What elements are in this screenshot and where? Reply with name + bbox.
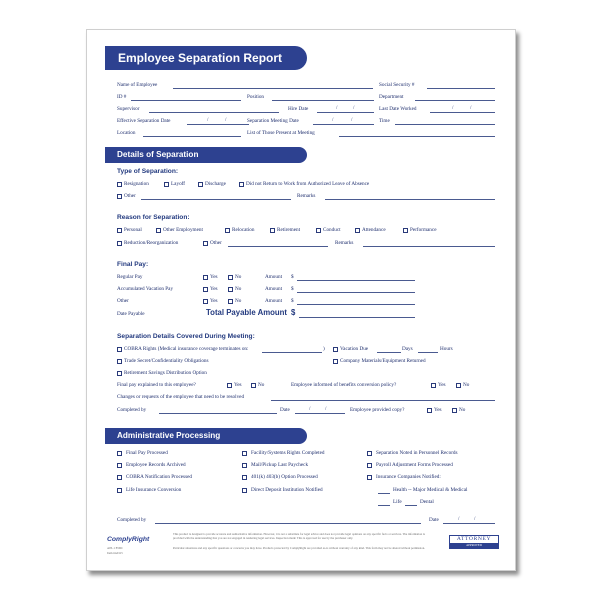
other-pay-yes-label: Yes [210, 298, 218, 304]
location-label: Location [117, 130, 136, 136]
vacation-due-label: Vacation Due [340, 346, 369, 352]
position-label: Position [247, 94, 265, 100]
informed-benefits-label: Employee informed of benefits conversion policy? [291, 382, 397, 388]
footer-disclaimer-2: Particular situations and any specific questions or concerns you may have. Products protected by ComplyRight are provided as-is without warranty of any kind. This form may not be altered without permission. [173, 546, 425, 550]
completed-date-field[interactable] [295, 413, 345, 414]
vacation-pay-yes-checkbox[interactable] [203, 287, 208, 292]
type-other-checkbox[interactable] [117, 194, 122, 199]
total-payable-field[interactable] [299, 317, 415, 318]
type-other-label: Other [124, 193, 136, 199]
reason-other-checkbox[interactable] [203, 241, 208, 246]
other-pay-label: Other [117, 298, 129, 304]
reason-attendance-checkbox[interactable] [355, 228, 360, 233]
informed-benefits-no-label: No [463, 382, 470, 388]
reason-performance-checkbox[interactable] [403, 228, 408, 233]
days-label: Days [402, 346, 413, 352]
vacation-pay-no-checkbox[interactable] [228, 287, 233, 292]
admin-completed-by-field[interactable] [155, 523, 421, 524]
reason-performance-label: Performance [410, 227, 437, 233]
date-payable-label: Date Payable [117, 311, 145, 317]
other-pay-amount-label: Amount [265, 298, 283, 304]
meeting-heading: Separation Details Covered During Meeting: [117, 333, 255, 340]
id-label: ID # [117, 94, 127, 100]
cobra-notification-label: COBRA Notification Processed [126, 474, 192, 480]
ssn-field[interactable] [427, 88, 495, 89]
regular-pay-no-checkbox[interactable] [228, 275, 233, 280]
cobra-checkbox[interactable] [117, 347, 122, 352]
reason-relocation-checkbox[interactable] [225, 228, 230, 233]
other-pay-dollar: $ [291, 298, 294, 304]
company-materials-label: Company Materials/Equipment Returned [340, 358, 426, 364]
list-present-field[interactable] [339, 136, 495, 137]
dental-label: Dental [420, 499, 434, 505]
life-label: Life [393, 499, 402, 505]
attorney-logo-text: ATTORNEY [456, 536, 492, 542]
name-of-employee-label: Name of Employee [117, 82, 158, 88]
insurance-notified-label: Insurance Companies Notified: [376, 474, 441, 480]
changes-requests-label: Changes or requests of the employee that need to be resolved [117, 394, 245, 400]
last-date-slash-2: / [470, 105, 472, 111]
admin-date-slash-1: / [458, 516, 460, 522]
facility-rights-label: Facility/Systems Rights Completed [251, 450, 325, 456]
insurance-notified-checkbox[interactable] [367, 475, 372, 480]
401k-option-label: 401(k) 403(b) Option Processed [251, 474, 318, 480]
layoff-label: Layoff [171, 181, 186, 187]
reason-reduction-label: Reduction/Reorganization [124, 240, 179, 246]
regular-pay-no-label: No [235, 274, 242, 280]
hire-date-field[interactable] [317, 112, 374, 113]
hire-date-slash-2: / [353, 105, 355, 111]
id-field[interactable] [131, 100, 241, 101]
records-archived-checkbox[interactable] [117, 463, 122, 468]
list-present-label: List of Those Present at Meeting [247, 130, 315, 136]
retirement-savings-label: Retirement Savings Distribution Option [124, 370, 207, 376]
total-payable-dollar: $ [291, 308, 296, 317]
informed-benefits-yes-label: Yes [438, 382, 446, 388]
details-banner: Details of Separation [105, 147, 307, 163]
reason-retirement-label: Retirement [277, 227, 301, 233]
health-blank[interactable] [378, 493, 390, 494]
final-pay-heading: Final Pay: [117, 261, 149, 268]
department-label: Department [379, 94, 404, 100]
effective-date-slash-2: / [225, 117, 227, 123]
reason-reduction-checkbox[interactable] [117, 241, 122, 246]
reason-personal-checkbox[interactable] [117, 228, 122, 233]
final-pay-explained-no-label: No [258, 382, 265, 388]
name-of-employee-field[interactable] [173, 88, 373, 89]
admin-date-label: Date [429, 517, 439, 523]
facility-rights-checkbox[interactable] [242, 451, 247, 456]
life-insurance-conversion-label: Life Insurance Conversion [126, 487, 182, 493]
supervisor-field[interactable] [149, 112, 279, 113]
employee-copy-yes-checkbox[interactable] [427, 408, 432, 413]
employee-copy-no-checkbox[interactable] [452, 408, 457, 413]
records-archived-label: Employee Records Archived [126, 462, 186, 468]
regular-pay-amount-field[interactable] [297, 280, 415, 281]
reason-personal-label: Personal [124, 227, 142, 233]
effective-separation-date-field[interactable] [187, 124, 249, 125]
location-field[interactable] [143, 136, 241, 137]
type-other-field[interactable] [141, 199, 291, 200]
admin-date-field[interactable] [443, 523, 495, 524]
footer-code-2: Item #A0115 [107, 551, 123, 555]
other-pay-yes-checkbox[interactable] [203, 299, 208, 304]
completed-by-label: Completed by [117, 407, 147, 413]
total-payable-label: Total Payable Amount [206, 308, 288, 317]
reason-attendance-label: Attendance [362, 227, 386, 233]
hours-label: Hours [440, 346, 453, 352]
completed-date-slash-2: / [325, 406, 327, 412]
vacation-pay-dollar: $ [291, 286, 294, 292]
did-not-return-label: Did not Return to Work from Authorized Leave of Absence [246, 181, 370, 187]
type-remarks-label: Remarks [297, 193, 316, 199]
hire-date-label: Hire Date [288, 106, 309, 112]
form-title: Employee Separation Report [105, 46, 307, 70]
final-pay-processed-checkbox[interactable] [117, 451, 122, 456]
employee-copy-label: Employee provided copy? [350, 407, 405, 413]
position-field[interactable] [272, 100, 374, 101]
regular-pay-label: Regular Pay [117, 274, 143, 280]
attorney-approved-logo [449, 535, 499, 549]
meeting-date-slash-2: / [351, 117, 353, 123]
reason-relocation-label: Relocation [232, 227, 255, 233]
vacation-pay-yes-label: Yes [210, 286, 218, 292]
regular-pay-amount-label: Amount [265, 274, 283, 280]
reason-remarks-label: Remarks [335, 240, 354, 246]
admin-banner: Administrative Processing [105, 428, 307, 444]
other-pay-no-label: No [235, 298, 242, 304]
cobra-date-field[interactable] [262, 352, 322, 353]
resignation-label: Resignation [124, 181, 149, 187]
vacation-pay-label: Accumulated Vacation Pay [117, 286, 174, 292]
form-page [86, 29, 516, 571]
regular-pay-yes-checkbox[interactable] [203, 275, 208, 280]
mail-paycheck-label: Mail/Pickup Last Paycheck [251, 462, 309, 468]
reason-other-employment-checkbox[interactable] [156, 228, 161, 233]
completed-date-slash-1: / [309, 406, 311, 412]
meeting-date-slash-1: / [332, 117, 334, 123]
final-pay-explained-no-checkbox[interactable] [251, 383, 256, 388]
other-pay-amount-field[interactable] [297, 304, 415, 305]
retirement-savings-checkbox[interactable] [117, 371, 122, 376]
separation-noted-label: Separation Noted in Personnel Records [376, 450, 458, 456]
informed-benefits-no-checkbox[interactable] [456, 383, 461, 388]
footer-code-1: A0S-1 E5DC [107, 546, 124, 550]
type-of-separation-heading: Type of Separation: [117, 168, 179, 175]
regular-pay-yes-label: Yes [210, 274, 218, 280]
ssn-label: Social Security # [379, 82, 415, 88]
mail-paycheck-checkbox[interactable] [242, 463, 247, 468]
reason-remarks-field[interactable] [363, 246, 495, 247]
reason-retirement-checkbox[interactable] [270, 228, 275, 233]
changes-requests-field[interactable] [271, 400, 495, 401]
dental-blank[interactable] [405, 505, 417, 506]
final-pay-processed-label: Final Pay Processed [126, 450, 168, 456]
discharge-label: Discharge [205, 181, 226, 187]
effective-separation-date-label: Effective Separation Date [117, 118, 171, 124]
admin-date-slash-2: / [474, 516, 476, 522]
reason-conduct-checkbox[interactable] [316, 228, 321, 233]
completed-by-field[interactable] [159, 413, 277, 414]
type-remarks-field[interactable] [325, 199, 495, 200]
attorney-logo-subtext: APPROVED [450, 543, 498, 548]
vacation-pay-amount-field[interactable] [297, 292, 415, 293]
other-pay-no-checkbox[interactable] [228, 299, 233, 304]
employee-copy-no-label: No [459, 407, 466, 413]
regular-pay-dollar: $ [291, 274, 294, 280]
cobra-label: COBRA Rights (Medical insurance coverage terminates on: [124, 346, 249, 352]
life-blank[interactable] [378, 505, 390, 506]
separation-meeting-date-label: Separation Meeting Date [247, 118, 299, 124]
vacation-hours-field[interactable] [418, 352, 438, 353]
401k-option-checkbox[interactable] [242, 475, 247, 480]
vacation-pay-amount-label: Amount [265, 286, 283, 292]
vacation-due-checkbox[interactable] [333, 347, 338, 352]
reason-other-label: Other [210, 240, 222, 246]
vacation-pay-no-label: No [235, 286, 242, 292]
informed-benefits-yes-checkbox[interactable] [431, 383, 436, 388]
hire-date-slash-1: / [336, 105, 338, 111]
last-date-worked-field[interactable] [430, 112, 495, 113]
cobra-notification-checkbox[interactable] [117, 475, 122, 480]
discharge-checkbox[interactable] [198, 182, 203, 187]
layoff-checkbox[interactable] [164, 182, 169, 187]
life-insurance-conversion-checkbox[interactable] [117, 488, 122, 493]
reason-heading: Reason for Separation: [117, 214, 190, 221]
effective-date-slash-1: / [207, 117, 209, 123]
payroll-adjustment-checkbox[interactable] [367, 463, 372, 468]
time-field[interactable] [395, 124, 495, 125]
last-date-slash-1: / [452, 105, 454, 111]
last-date-worked-label: Last Date Worked [379, 106, 417, 112]
complyright-logo: ComplyRight [107, 536, 150, 543]
completed-date-label: Date [280, 407, 290, 413]
footer-disclaimer: This product is designed to provide accurate and authoritative information. However, it is not a substitute for legal advice and does not provide legal opinions on any specific facts or services. The information is provided with the understanding that you are not engaged in rendering legal services. Inspection mark: This is approved for use by the purchaser only. [173, 532, 425, 540]
reason-conduct-label: Conduct [323, 227, 341, 233]
did-not-return-checkbox[interactable] [239, 182, 244, 187]
trade-secret-checkbox[interactable] [117, 359, 122, 364]
department-field[interactable] [415, 100, 495, 101]
employee-copy-yes-label: Yes [434, 407, 442, 413]
cobra-close-paren: ) [323, 346, 325, 352]
company-materials-checkbox[interactable] [333, 359, 338, 364]
final-pay-explained-label: Final pay explained to this employee? [117, 382, 196, 388]
time-label: Time [379, 118, 390, 124]
health-label: Health -- Major Medical & Medical [393, 487, 468, 493]
vacation-days-field[interactable] [377, 352, 401, 353]
direct-deposit-label: Direct Deposit Institution Notified [251, 487, 323, 493]
reason-other-field[interactable] [228, 246, 328, 247]
final-pay-explained-yes-checkbox[interactable] [227, 383, 232, 388]
resignation-checkbox[interactable] [117, 182, 122, 187]
reason-other-employment-label: Other Employment [163, 227, 203, 233]
separation-meeting-date-field[interactable] [313, 124, 374, 125]
separation-noted-checkbox[interactable] [367, 451, 372, 456]
payroll-adjustment-label: Payroll Adjustment Forms Processed [376, 462, 453, 468]
direct-deposit-checkbox[interactable] [242, 488, 247, 493]
admin-completed-by-label: Completed by [117, 517, 147, 523]
supervisor-label: Supervisor [117, 106, 140, 112]
final-pay-explained-yes-label: Yes [234, 382, 242, 388]
trade-secret-label: Trade Secret/Confidentiality Obligations [124, 358, 209, 364]
